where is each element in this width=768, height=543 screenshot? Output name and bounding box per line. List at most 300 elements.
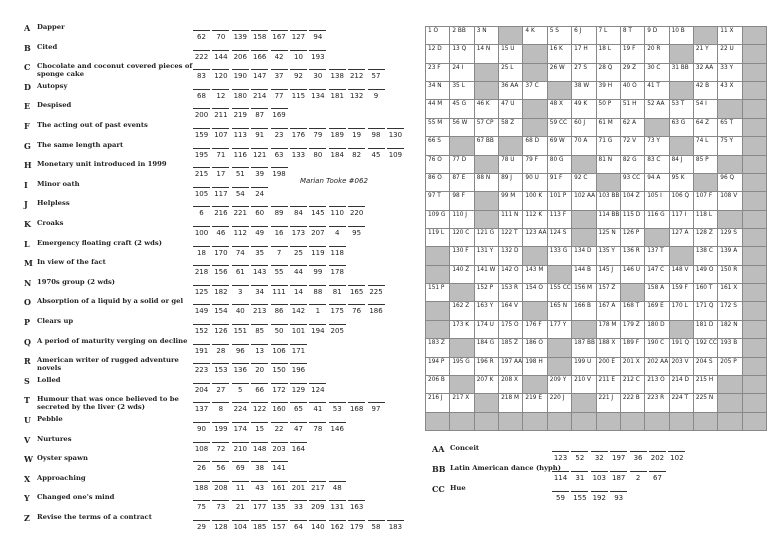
answer-slot[interactable]: 218 [193, 265, 210, 276]
answer-slot[interactable]: 48 [329, 481, 346, 492]
answer-slot[interactable]: 146 [329, 422, 346, 433]
grid-cell[interactable]: 128 Z [694, 229, 718, 247]
grid-cell[interactable]: 217 X [450, 394, 474, 412]
grid-cell[interactable]: 193 B [718, 339, 742, 357]
grid-cell[interactable]: 15 U [499, 45, 523, 63]
grid-cell[interactable]: 147 C [645, 266, 669, 284]
grid-cell[interactable]: 182 N [718, 321, 742, 339]
answer-slot[interactable]: 148 [251, 442, 268, 453]
grid-cell[interactable]: 13 Q [450, 45, 474, 63]
answer-slot[interactable]: 178 [329, 265, 346, 276]
grid-cell[interactable]: 142 O [499, 266, 523, 284]
grid-cell[interactable]: 54 I [694, 100, 718, 118]
grid-cell[interactable]: 79 F [523, 156, 547, 174]
answer-slot[interactable]: 180 [232, 89, 249, 100]
grid-cell[interactable]: 200 E [597, 358, 621, 376]
grid-cell[interactable]: 163 Y [475, 302, 499, 320]
answer-slot[interactable]: 15 [251, 422, 268, 433]
grid-cell[interactable]: 188 X [597, 339, 621, 357]
grid-cell[interactable]: 105 I [645, 192, 669, 210]
answer-slot[interactable]: 216 [212, 206, 229, 217]
grid-cell[interactable]: 186 O [523, 339, 547, 357]
answer-slot[interactable]: 160 [271, 402, 288, 413]
answer-slot[interactable]: 39 [251, 167, 268, 178]
answer-slot[interactable]: 25 [290, 246, 307, 257]
answer-slot[interactable]: 36 [630, 451, 647, 462]
answer-slot[interactable]: 211 [212, 108, 229, 119]
grid-cell[interactable]: 39 H [597, 82, 621, 100]
answer-slot[interactable]: 70 [212, 30, 229, 41]
answer-slot[interactable]: 189 [329, 128, 346, 139]
grid-cell[interactable]: 95 K [670, 174, 694, 192]
grid-cell[interactable]: 202 AA [645, 358, 669, 376]
answer-slot[interactable]: 11 [232, 481, 249, 492]
answer-slot[interactable]: 120 [212, 69, 229, 80]
grid-cell[interactable]: 86 O [426, 174, 450, 192]
grid-cell[interactable]: 140 Z [450, 266, 474, 284]
answer-slot[interactable]: 61 [232, 265, 249, 276]
answer-slot[interactable]: 198 [271, 167, 288, 178]
answer-slot[interactable]: 177 [251, 500, 268, 511]
grid-cell[interactable]: 125 N [597, 229, 621, 247]
answer-slot[interactable]: 165 [348, 285, 365, 296]
grid-cell[interactable]: 215 H [694, 376, 718, 394]
grid-cell[interactable]: 65 T [718, 119, 742, 137]
answer-slot[interactable]: 175 [329, 304, 346, 315]
answer-slot[interactable]: 104 [232, 520, 249, 531]
answer-slot[interactable]: 220 [348, 206, 365, 217]
grid-cell[interactable]: 135 Y [597, 247, 621, 265]
answer-slot[interactable]: 155 [571, 491, 588, 502]
grid-cell[interactable]: 78 U [499, 156, 523, 174]
answer-slot[interactable]: 224 [232, 402, 249, 413]
answer-slot[interactable]: 217 [309, 481, 326, 492]
grid-cell[interactable]: 115 D [621, 211, 645, 229]
grid-cell[interactable]: 66 S [426, 137, 450, 155]
grid-cell[interactable]: 148 V [670, 266, 694, 284]
answer-slot[interactable]: 12 [212, 89, 229, 100]
grid-cell[interactable]: 124 S [548, 229, 572, 247]
answer-slot[interactable]: 154 [212, 304, 229, 315]
answer-slot[interactable]: 71 [212, 148, 229, 159]
grid-cell[interactable]: 213 O [645, 376, 669, 394]
grid-cell[interactable]: 144 B [572, 266, 596, 284]
answer-slot[interactable]: 206 [232, 50, 249, 61]
grid-cell[interactable]: 18 L [597, 45, 621, 63]
grid-cell[interactable]: 175 O [499, 321, 523, 339]
grid-cell[interactable]: 91 F [548, 174, 572, 192]
grid-cell[interactable]: 83 C [645, 156, 669, 174]
answer-slot[interactable]: 153 [212, 363, 229, 374]
answer-slot[interactable]: 200 [193, 108, 210, 119]
grid-cell[interactable]: 38 W [572, 82, 596, 100]
grid-cell[interactable]: 45 G [450, 100, 474, 118]
grid-cell[interactable]: 2 BB [450, 27, 474, 45]
grid-cell[interactable]: 161 X [718, 284, 742, 302]
grid-cell[interactable]: 73 Y [645, 137, 669, 155]
answer-slot[interactable]: 149 [193, 304, 210, 315]
answer-slot[interactable]: 167 [271, 30, 288, 41]
answer-slot[interactable]: 4 [329, 226, 346, 237]
answer-slot[interactable]: 184 [329, 148, 346, 159]
grid-cell[interactable]: 59 CC [548, 119, 572, 137]
answer-slot[interactable]: 78 [309, 422, 326, 433]
grid-cell[interactable]: 141 W [475, 266, 499, 284]
grid-cell[interactable]: 44 M [426, 100, 450, 118]
grid-cell[interactable]: 214 D [670, 376, 694, 394]
answer-slot[interactable]: 186 [368, 304, 385, 315]
grid-cell[interactable]: 17 H [572, 45, 596, 63]
grid-cell[interactable]: 168 T [621, 302, 645, 320]
answer-slot[interactable]: 168 [348, 402, 365, 413]
answer-slot[interactable]: 157 [271, 520, 288, 531]
answer-slot[interactable]: 183 [387, 520, 404, 531]
grid-cell[interactable]: 122 T [499, 229, 523, 247]
answer-slot[interactable]: 119 [309, 246, 326, 257]
grid-cell[interactable]: 109 G [426, 211, 450, 229]
grid-cell[interactable]: 35 L [450, 82, 474, 100]
grid-cell[interactable]: 172 S [718, 302, 742, 320]
answer-slot[interactable]: 92 [290, 69, 307, 80]
answer-slot[interactable]: 96 [232, 344, 249, 355]
grid-cell[interactable]: 8 T [621, 27, 645, 45]
grid-cell[interactable]: 149 O [694, 266, 718, 284]
grid-cell[interactable]: 155 CC [548, 284, 572, 302]
grid-cell[interactable]: 201 X [621, 358, 645, 376]
grid-cell[interactable]: 189 F [621, 339, 645, 357]
grid-cell[interactable]: 42 B [694, 82, 718, 100]
answer-slot[interactable]: 113 [232, 128, 249, 139]
grid-cell[interactable]: 183 Z [426, 339, 450, 357]
answer-slot[interactable]: 74 [232, 246, 249, 257]
answer-slot[interactable]: 85 [251, 324, 268, 335]
grid-cell[interactable]: 153 R [499, 284, 523, 302]
answer-slot[interactable]: 89 [271, 206, 288, 217]
grid-cell[interactable]: 77 D [450, 156, 474, 174]
answer-slot[interactable]: 172 [271, 383, 288, 394]
grid-cell[interactable]: 96 Q [718, 174, 742, 192]
grid-cell[interactable]: 154 O [523, 284, 547, 302]
grid-cell[interactable]: 53 T [670, 100, 694, 118]
grid-cell[interactable]: 50 P [597, 100, 621, 118]
grid-cell[interactable]: 34 N [426, 82, 450, 100]
grid-cell[interactable]: 224 T [670, 394, 694, 412]
answer-slot[interactable]: 19 [348, 128, 365, 139]
grid-cell[interactable]: 195 G [450, 358, 474, 376]
answer-slot[interactable]: 49 [251, 226, 268, 237]
answer-slot[interactable]: 99 [309, 265, 326, 276]
answer-slot[interactable]: 46 [212, 226, 229, 237]
answer-slot[interactable]: 176 [290, 128, 307, 139]
answer-slot[interactable]: 129 [290, 383, 307, 394]
answer-slot[interactable]: 111 [271, 285, 288, 296]
answer-slot[interactable]: 134 [309, 89, 326, 100]
answer-slot[interactable]: 33 [290, 500, 307, 511]
grid-cell[interactable]: 6 J [572, 27, 596, 45]
answer-slot[interactable]: 116 [232, 148, 249, 159]
grid-cell[interactable]: 101 P [548, 192, 572, 210]
grid-cell[interactable]: 116 G [645, 211, 669, 229]
grid-cell[interactable]: 97 T [426, 192, 450, 210]
answer-slot[interactable]: 58 [368, 520, 385, 531]
answer-slot[interactable]: 145 [309, 206, 326, 217]
answer-slot[interactable]: 47 [290, 422, 307, 433]
grid-cell[interactable]: 3 N [475, 27, 499, 45]
answer-slot[interactable]: 65 [290, 402, 307, 413]
grid-cell[interactable]: 94 A [645, 174, 669, 192]
grid-cell[interactable]: 80 G [548, 156, 572, 174]
grid-cell[interactable]: 219 E [523, 394, 547, 412]
grid-cell[interactable]: 173 K [450, 321, 474, 339]
answer-slot[interactable]: 18 [193, 246, 210, 257]
answer-slot[interactable]: 141 [271, 461, 288, 472]
grid-cell[interactable]: 194 P [426, 358, 450, 376]
grid-cell[interactable]: 164 V [499, 302, 523, 320]
answer-slot[interactable]: 55 [271, 265, 288, 276]
answer-slot[interactable]: 108 [193, 442, 210, 453]
answer-slot[interactable]: 17 [212, 167, 229, 178]
grid-cell[interactable]: 167 A [597, 302, 621, 320]
answer-slot[interactable]: 21 [232, 500, 249, 511]
grid-cell[interactable]: 205 P [718, 358, 742, 376]
answer-slot[interactable]: 131 [329, 500, 346, 511]
grid-cell[interactable]: 145 J [597, 266, 621, 284]
answer-slot[interactable]: 52 [571, 451, 588, 462]
answer-slot[interactable]: 102 [668, 451, 685, 462]
answer-slot[interactable]: 68 [193, 89, 210, 100]
answer-slot[interactable]: 83 [193, 69, 210, 80]
answer-slot[interactable]: 127 [290, 30, 307, 41]
answer-slot[interactable]: 173 [290, 226, 307, 237]
answer-slot[interactable]: 126 [212, 324, 229, 335]
answer-slot[interactable]: 77 [271, 89, 288, 100]
answer-slot[interactable]: 80 [309, 148, 326, 159]
grid-cell[interactable]: 176 F [523, 321, 547, 339]
grid-cell[interactable]: 136 R [621, 247, 645, 265]
grid-cell[interactable]: 37 C [523, 82, 547, 100]
answer-slot[interactable]: 45 [368, 148, 385, 159]
answer-slot[interactable]: 79 [309, 128, 326, 139]
grid-cell[interactable]: 223 R [645, 394, 669, 412]
grid-cell[interactable]: 137 T [645, 247, 669, 265]
grid-cell[interactable]: 67 BB [475, 137, 499, 155]
answer-slot[interactable]: 44 [290, 265, 307, 276]
grid-cell[interactable]: 48 X [548, 100, 572, 118]
grid-cell[interactable]: 185 Z [499, 339, 523, 357]
answer-slot[interactable]: 60 [251, 206, 268, 217]
grid-cell[interactable]: 131 Y [475, 247, 499, 265]
grid-cell[interactable]: 7 L [597, 27, 621, 45]
grid-cell[interactable]: 29 Z [621, 64, 645, 82]
answer-slot[interactable]: 114 [552, 471, 569, 482]
grid-cell[interactable]: 212 C [621, 376, 645, 394]
grid-cell[interactable]: 199 U [572, 358, 596, 376]
answer-slot[interactable]: 166 [251, 50, 268, 61]
answer-slot[interactable]: 161 [271, 481, 288, 492]
grid-cell[interactable]: 180 D [645, 321, 669, 339]
answer-slot[interactable]: 56 [212, 461, 229, 472]
answer-slot[interactable]: 140 [309, 520, 326, 531]
grid-cell[interactable]: 5 S [548, 27, 572, 45]
answer-slot[interactable]: 26 [193, 461, 210, 472]
grid-cell[interactable]: 156 M [572, 284, 596, 302]
grid-cell[interactable]: 119 L [426, 229, 450, 247]
answer-slot[interactable]: 43 [251, 481, 268, 492]
grid-cell[interactable]: 70 A [572, 137, 596, 155]
grid-cell[interactable]: 30 C [645, 64, 669, 82]
answer-slot[interactable]: 112 [232, 226, 249, 237]
grid-cell[interactable]: 225 N [694, 394, 718, 412]
grid-cell[interactable]: 90 U [523, 174, 547, 192]
answer-slot[interactable]: 201 [290, 481, 307, 492]
answer-slot[interactable]: 107 [212, 128, 229, 139]
grid-cell[interactable]: 49 K [572, 100, 596, 118]
grid-cell[interactable]: 179 Z [621, 321, 645, 339]
grid-cell[interactable]: 27 S [572, 64, 596, 82]
answer-slot[interactable]: 191 [193, 344, 210, 355]
grid-cell[interactable]: 143 M [523, 266, 547, 284]
grid-cell[interactable]: 192 CC [694, 339, 718, 357]
answer-slot[interactable]: 84 [290, 206, 307, 217]
grid-cell[interactable]: 209 Y [548, 376, 572, 394]
answer-slot[interactable]: 27 [212, 383, 229, 394]
answer-slot[interactable]: 88 [309, 285, 326, 296]
grid-cell[interactable]: 9 D [645, 27, 669, 45]
grid-cell[interactable]: 120 C [450, 229, 474, 247]
answer-slot[interactable]: 30 [309, 69, 326, 80]
answer-slot[interactable]: 187 [610, 471, 627, 482]
grid-cell[interactable]: 208 X [499, 376, 523, 394]
answer-slot[interactable]: 50 [271, 324, 288, 335]
answer-slot[interactable]: 212 [348, 69, 365, 80]
answer-slot[interactable]: 5 [232, 383, 249, 394]
answer-slot[interactable]: 122 [251, 402, 268, 413]
answer-slot[interactable]: 195 [193, 148, 210, 159]
answer-slot[interactable]: 115 [290, 89, 307, 100]
grid-cell[interactable]: 111 N [499, 211, 523, 229]
grid-cell[interactable]: 130 F [450, 247, 474, 265]
answer-slot[interactable]: 137 [193, 402, 210, 413]
answer-slot[interactable]: 37 [271, 69, 288, 80]
grid-cell[interactable]: 21 Y [694, 45, 718, 63]
answer-slot[interactable]: 42 [271, 50, 288, 61]
grid-cell[interactable]: 4 K [523, 27, 547, 45]
grid-cell[interactable]: 68 D [523, 137, 547, 155]
grid-cell[interactable]: 103 BB [597, 192, 621, 210]
grid-cell[interactable]: 88 N [475, 174, 499, 192]
grid-cell[interactable]: 47 U [499, 100, 523, 118]
grid-cell[interactable]: 76 O [426, 156, 450, 174]
answer-slot[interactable]: 101 [290, 324, 307, 335]
grid-cell[interactable]: 218 M [499, 394, 523, 412]
grid-cell[interactable]: 85 P [694, 156, 718, 174]
grid-cell[interactable]: 114 BB [597, 211, 621, 229]
grid-cell[interactable]: 184 G [475, 339, 499, 357]
answer-slot[interactable]: 29 [193, 520, 210, 531]
answer-slot[interactable]: 164 [290, 442, 307, 453]
answer-slot[interactable]: 14 [290, 285, 307, 296]
grid-cell[interactable]: 46 K [475, 100, 499, 118]
answer-slot[interactable]: 105 [193, 187, 210, 198]
grid-cell[interactable]: 151 P [426, 284, 450, 302]
grid-cell[interactable]: 138 C [694, 247, 718, 265]
answer-slot[interactable]: 53 [329, 402, 346, 413]
grid-cell[interactable]: 106 Q [670, 192, 694, 210]
answer-slot[interactable]: 223 [193, 363, 210, 374]
grid-cell[interactable]: 51 H [621, 100, 645, 118]
grid-cell[interactable]: 58 Z [499, 119, 523, 137]
answer-slot[interactable]: 7 [271, 246, 288, 257]
answer-slot[interactable]: 133 [290, 148, 307, 159]
answer-slot[interactable]: 208 [212, 481, 229, 492]
grid-cell[interactable]: 206 B [426, 376, 450, 394]
grid-cell[interactable]: 57 CP [475, 119, 499, 137]
answer-slot[interactable]: 1 [309, 304, 326, 315]
answer-slot[interactable]: 147 [251, 69, 268, 80]
grid-cell[interactable]: 190 C [645, 339, 669, 357]
answer-slot[interactable]: 182 [212, 285, 229, 296]
grid-cell[interactable]: 19 F [621, 45, 645, 63]
answer-slot[interactable]: 57 [368, 69, 385, 80]
answer-slot[interactable]: 135 [271, 500, 288, 511]
grid-cell[interactable]: 216 J [426, 394, 450, 412]
grid-cell[interactable]: 160 T [694, 284, 718, 302]
grid-cell[interactable]: 150 R [718, 266, 742, 284]
answer-slot[interactable]: 205 [329, 324, 346, 335]
answer-slot[interactable]: 38 [251, 461, 268, 472]
grid-cell[interactable]: 10 B [670, 27, 694, 45]
answer-slot[interactable]: 209 [309, 500, 326, 511]
grid-cell[interactable]: 158 A [645, 284, 669, 302]
answer-slot[interactable]: 76 [348, 304, 365, 315]
grid-cell[interactable]: 89 J [499, 174, 523, 192]
grid-cell[interactable]: 187 BB [572, 339, 596, 357]
grid-cell[interactable]: 25 L [499, 64, 523, 82]
answer-slot[interactable]: 210 [232, 442, 249, 453]
grid-cell[interactable]: 69 W [548, 137, 572, 155]
answer-slot[interactable]: 94 [309, 30, 326, 41]
answer-slot[interactable]: 125 [193, 285, 210, 296]
grid-cell[interactable]: 12 D [426, 45, 450, 63]
answer-slot[interactable]: 110 [329, 206, 346, 217]
grid-cell[interactable]: 36 AA [499, 82, 523, 100]
answer-slot[interactable]: 156 [212, 265, 229, 276]
answer-slot[interactable]: 20 [251, 363, 268, 374]
grid-cell[interactable]: 165 N [548, 302, 572, 320]
answer-slot[interactable]: 132 [348, 89, 365, 100]
grid-cell[interactable]: 220 J [548, 394, 572, 412]
answer-slot[interactable]: 103 [591, 471, 608, 482]
grid-cell[interactable]: 87 E [450, 174, 474, 192]
answer-slot[interactable]: 221 [232, 206, 249, 217]
answer-slot[interactable]: 72 [212, 442, 229, 453]
answer-slot[interactable]: 93 [610, 491, 627, 502]
grid-cell[interactable]: 62 A [621, 119, 645, 137]
answer-slot[interactable]: 54 [232, 187, 249, 198]
grid-cell[interactable]: 170 L [670, 302, 694, 320]
grid-cell[interactable]: 22 U [718, 45, 742, 63]
answer-slot[interactable]: 219 [232, 108, 249, 119]
grid-cell[interactable]: 110 J [450, 211, 474, 229]
answer-slot[interactable]: 225 [368, 285, 385, 296]
answer-slot[interactable]: 143 [251, 265, 268, 276]
answer-slot[interactable]: 142 [290, 304, 307, 315]
answer-slot[interactable]: 144 [212, 50, 229, 61]
grid-cell[interactable]: 92 C [572, 174, 596, 192]
answer-slot[interactable]: 136 [232, 363, 249, 374]
answer-slot[interactable]: 35 [251, 246, 268, 257]
grid-cell[interactable]: 196 R [475, 358, 499, 376]
